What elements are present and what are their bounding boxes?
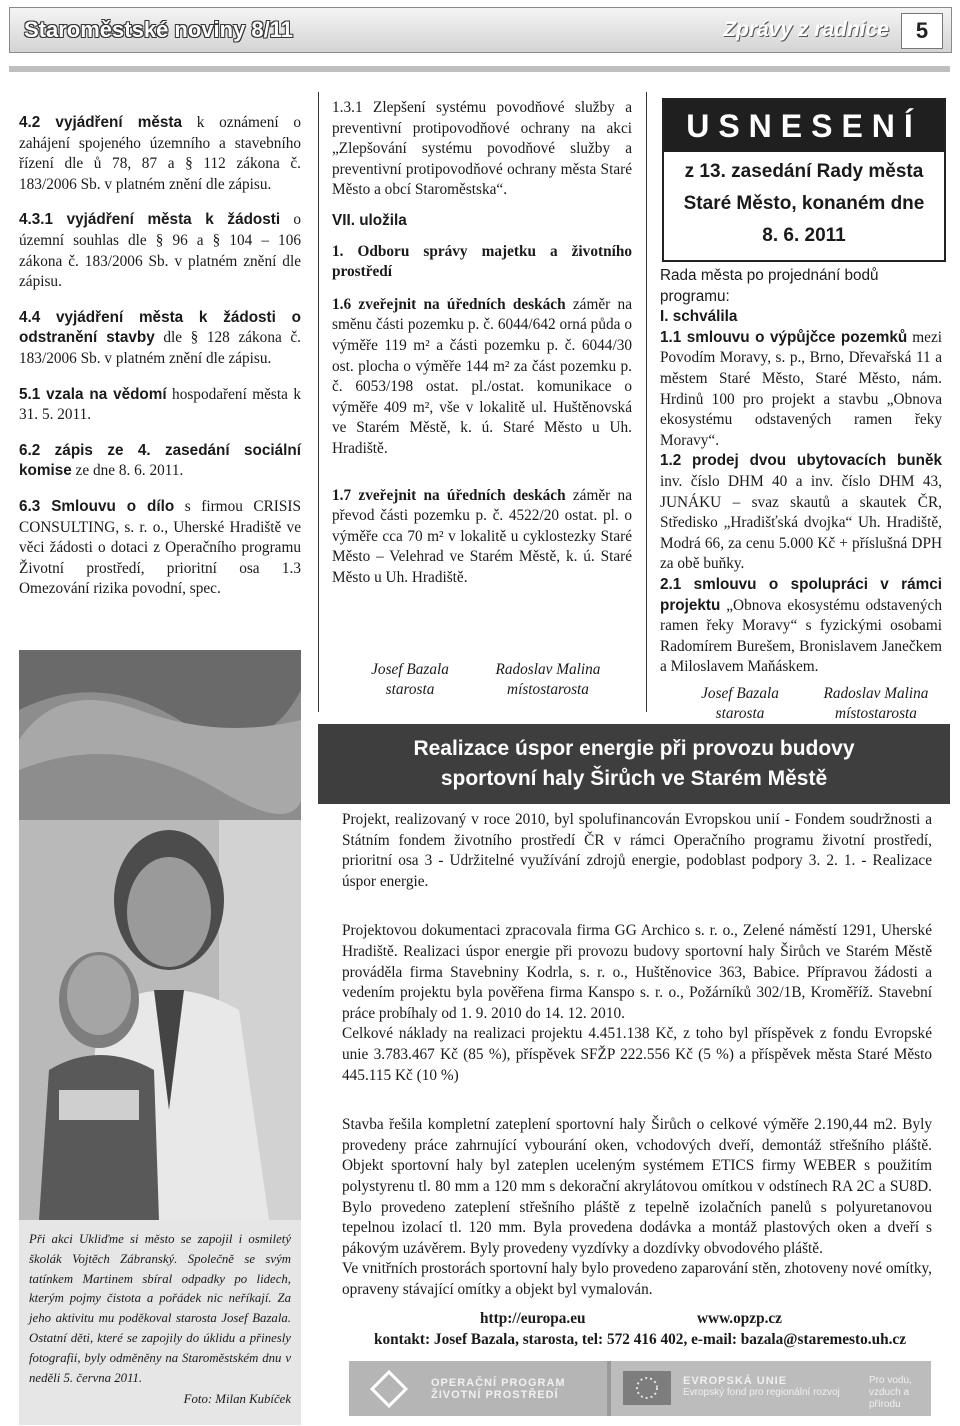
column-divider-2 [646, 92, 647, 712]
item-1-3-1: 1.3.1 Zlepšení systému povodňové služby a preventivní protipovodňové ochrany na akci „Zlepšování systému povodňové služby a preventivní protipovodňové ochrany města Staré Město a obcí Staroměstska“. [332, 99, 632, 199]
photo-illustration [19, 650, 301, 1220]
article-paragraph-1: Projekt, realizovaný v roce 2010, byl spolufinancován Evropskou unií - Fondem soudržnosti a Státním fondem životního prostředí ČR v rámci Operačního programu životní prostředí, prioritní osa 3 - Udržitelné využívání zdrojů energie, podoblast podpory 3. 2. 1. - Realizace úspor energie. [342, 811, 932, 890]
item-6-3: 6.3 Smlouvu o dílo s firmou CRISIS CONSULTING, s. r. o., Uherské Hradiště ve věci žádosti o dotaci z Operačního programu Životní prostředí, prioritní osa 1.3 Omezování rizika povodní, spec. [19, 497, 301, 598]
column-left [19, 113, 301, 615]
contact-line: kontakt: Josef Bazala, starosta, tel: 572 416 402, e-mail: bazala@staremesto.uh.cz [374, 1331, 906, 1348]
signature-mistostarosta-right: Radoslav Malina místostarosta [823, 685, 929, 722]
column-middle [332, 98, 632, 603]
photo-credit: Foto: Milan Kubíček [183, 1392, 291, 1406]
item-5-1: 5.1 vzala na vědomí hospodaření města k 31. 5. 2011. [19, 385, 301, 424]
article-body [342, 810, 932, 1315]
resolution-approved: I. schválila [660, 308, 738, 326]
section-odbor: 1. Odboru správy majetku a životního prostředí [332, 242, 632, 281]
resolution-subtitle: z 13. zasedání Rady města Staré Město, konaném dne 8. 6. 2011 [683, 161, 925, 246]
funding-logos [349, 1361, 931, 1416]
item-1-1: 1.1 smlouvu o výpůjčce pozemků mezi Povodím Moravy, s. p., Brno, Dřevařská 11 a městem Staré Město, Staré Město, nám. Hrdinů 100 pro projekt a stavbu „Obnova ekosystému odstavených ramen řeky Moravy“. [660, 328, 942, 449]
column-right [660, 266, 942, 678]
signature-mistostarosta-mid: Radoslav Malina místostarosta [495, 661, 601, 698]
page-number: 5 [901, 13, 943, 49]
item-1-6: 1.6 zveřejnit na úředních deskách záměr na směnu části pozemku p. č. 6044/642 orná půda o výměře 119 m² a části pozemku p. č. 6044/30 ost. plocha o výměře 144 m² za část pozemku p. č. 6053/198 ostat. pl./ostat. komunikace o výměře 409 m², vše v lokalitě ul. Huštěnovská ve Starém Městě, k. ú. Staré Město u Uh. Hradiště. [332, 295, 632, 457]
item-1-7: 1.7 zveřejnit na úředních deskách záměr na převod části pozemku p. č. 4522/20 ostat. pl. o výměře cca 70 m² v lokalitě u cyklostezky Staré Město – Velehrad ve Starém Městě, k. ú. Staré Město u Uh. Hradiště. [332, 486, 632, 586]
section-vii: VII. uložila [332, 211, 407, 229]
item-1-2: 1.2 prodej dvou ubytovacích buněk inv. číslo DHM 40 a inv. číslo DHM 43, JUNÁKU – svaz skautů a skautek ČR, Středisko „Hradišťská dvojka“ Uh. Hradiště, Modrá 66, za cenu 5.000 Kč + příslušná DPH za obě buňky. [660, 452, 942, 573]
resolution-intro: Rada města po projednání bodů programu: [660, 267, 879, 305]
header-divider [9, 66, 950, 72]
item-2-1: 2.1 smlouvu o spolupráci v rámci projektu „Obnova ekosystému odstavených ramen řeky Moravy“ s fyzickými osobami Radomírem Burešem, Bronislavem Janečkem a Miloslavem Maňáskem. [660, 575, 942, 676]
page-header [9, 7, 952, 53]
article-paragraph-4: Stavba řešila kompletní zateplení sportovní haly Širůch o celkové výměře 2.190,44 m2. Byly provedeny práce zahrnující vybourání oken, vchodových dveří, demontáž střešního pláště. Objekt sportovní haly byl zateplen uceleným systémem ETICS firmy WEBER s použitím polystyrenu tl. 80 mm a 120 mm s dekorační akrylátovou omítkou v odstínech RA 2C a SU8D. Bylo provedeno zateplení střešního pláště z tepelně izolačních panelů s polyuretanovou tepelnou izolací tl. 120 mm. Byla provedena dodávka a montáž plastových oken a dveří s pákovým uzávěrem. Byly provedeny vyzdívky a dozdívky obvodového pláště. [342, 1116, 932, 1257]
link-opzp[interactable]: www.opzp.cz [697, 1310, 782, 1327]
article-headline [318, 724, 950, 804]
headline-line-1: Realizace úspor energie při provozu budovy [413, 737, 855, 760]
eu-flag-icon [623, 1371, 671, 1405]
op-zp-logo: OPERAČNÍ PROGRAM ŽIVOTNÍ PROSTŘEDÍ [349, 1361, 607, 1416]
item-4-3-1: 4.3.1 vyjádření města k žádosti o územní souhlas dle § 96 a § 104 – 106 zákona č. 183/2006 Sb. v platném znění dle zápisu. [19, 211, 301, 291]
article-photo [19, 650, 301, 1220]
article-paragraph-2: Projektovou dokumentaci zpracovala firma GG Archico s. r. o., Zelené náměstí 1291, Uherské Hradiště. Realizaci úspor energie při provozu budovy sportovní haly Širůch ve Starém Městě prováděla firma Stavebniny Kodrla, s. r. o., Huštěnovice 363, Babice. Přípravou žádosti a vedením projektu byla pověřena firma Kanspo s. r. o., Požárníků 302/1B, Kroměříž. Stavební práce probíhaly od 1. 9. 2010 do 14. 12. 2010. [342, 922, 932, 1022]
link-europa[interactable]: http://europa.eu [480, 1310, 586, 1327]
signature-starosta-mid: Josef Bazala starosta [371, 661, 449, 698]
column-divider-1 [318, 92, 319, 712]
item-6-2: 6.2 zápis ze 4. zasedání sociální komise ze dne 8. 6. 2011. [19, 441, 301, 480]
item-4-2: 4.2 vyjádření města k oznámení o zahájení spojeného územního a stavebního řízení dle ů 78, 87 a § 112 zákona č. 183/2006 Sb. v platném znění dle zápisu. [19, 114, 301, 193]
resolution-box [662, 98, 946, 262]
headline-line-2: sportovní haly Širůch ve Starém Městě [440, 767, 828, 790]
signature-starosta-right: Josef Bazala starosta [701, 685, 779, 722]
caption-text: Při akci Ukliďme si město se zapojil i osmiletý školák Vojtěch Zábranský. Společně se svým tatínkem Martinem sbíral odpadky po lidech, kterým pojmy čistota a pořádek nic neříkají. Za jeho aktivitu mu poděkoval starosta Josef Bazala. Ostatní děti, které se zapojily do úklidu a přinesly fotografii, byly odměněny na Staroměstském dnu v neděli 5. června 2011. [29, 1232, 291, 1385]
newspaper-title: Staroměstské noviny 8/11 [24, 17, 294, 42]
photo-caption [19, 1220, 301, 1425]
section-title: Zprávy z radnice [723, 18, 889, 41]
resolution-title: USNESENÍ [664, 100, 944, 152]
eu-logo: EVROPSKÁ UNIE Evropský fond pro regionální rozvoj Pro vodu, vzduch a přírodu [611, 1361, 931, 1416]
item-4-4: 4.4 vyjádření města k žádosti o odstranění stavby dle § 128 zákona č. 183/2006 Sb. v platném znění dle zápisu. [19, 308, 301, 367]
article-paragraph-5: Ve vnitřních prostorách sportovní haly bylo provedeno zaparování stěn, zhotoveny nové omítky, opraveny stávající omítky a objekt byl vymalován. [342, 1260, 932, 1298]
op-logo-icon [369, 1369, 409, 1409]
article-paragraph-3: Celkové náklady na realizaci projektu 4.451.138 Kč, z toho byl příspěvek z fondu Evropské unie 3.783.467 Kč (85 %), příspěvek SFŽP 222.556 Kč (5 %) a příspěvek města Staré Město 445.115 Kč (10 %) [342, 1025, 932, 1084]
